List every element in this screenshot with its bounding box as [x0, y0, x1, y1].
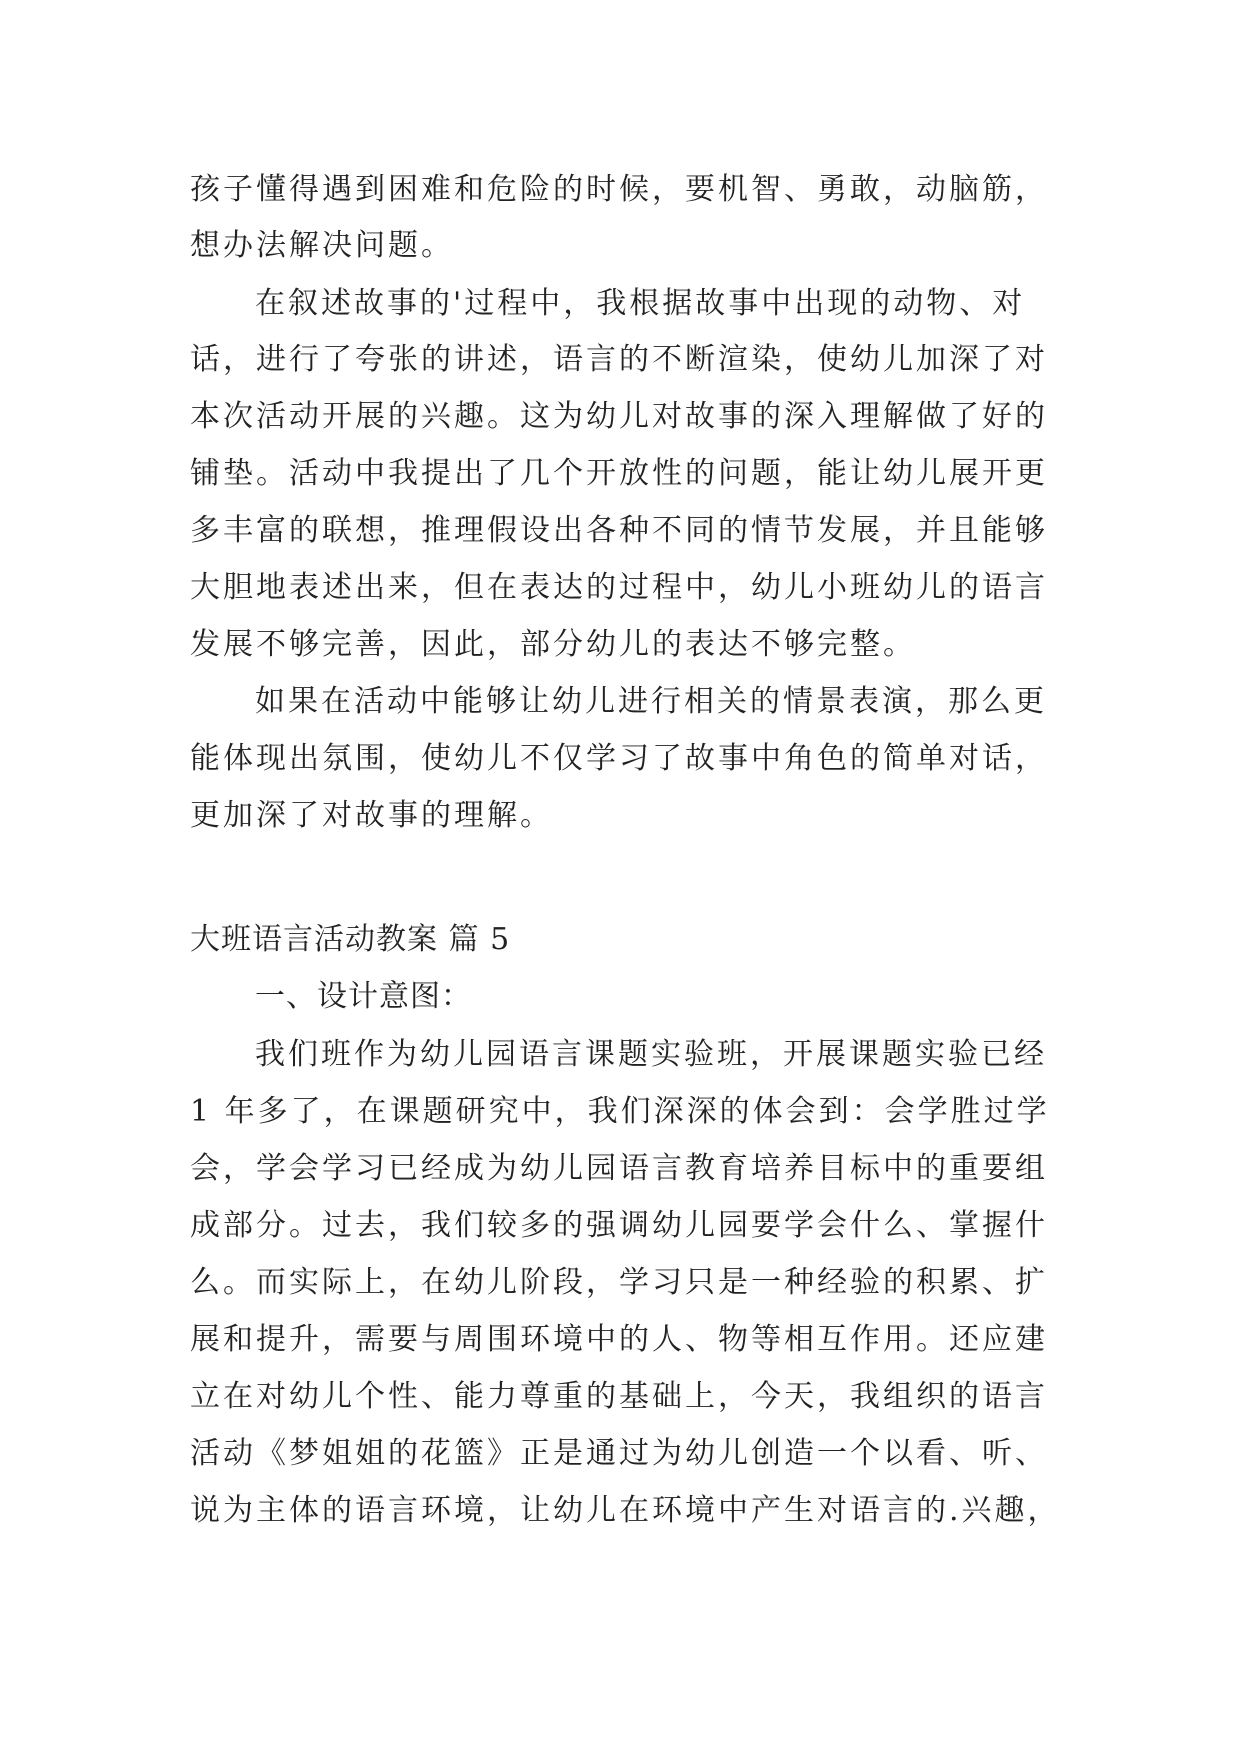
text-line: 话，进行了夸张的讲述，语言的不断渲染，使幼儿加深了对 [190, 342, 1048, 377]
text-line: 能体现出氛围，使幼儿不仅学习了故事中角色的简单对话， [190, 741, 1048, 776]
text-line: 如果在活动中能够让幼儿进行相关的情景表演，那么更 [255, 684, 1047, 719]
text-line: 更加深了对故事的理解。 [190, 798, 553, 833]
text-line: 我们班作为幼儿园语言课题实验班，开展课题实验已经 [255, 1037, 1047, 1072]
text-line: 本次活动开展的兴趣。这为幼儿对故事的深入理解做了好的 [190, 399, 1048, 434]
text-line: 说为主体的语言环境，让幼儿在环境中产生对语言的.兴趣， [190, 1493, 1061, 1528]
text-line: 想办法解决问题。 [190, 228, 454, 263]
section-heading: 大班语言活动教案 篇 5 [190, 922, 511, 957]
text-line: 大胆地表述出来，但在表达的过程中，幼儿小班幼儿的语言 [190, 570, 1048, 605]
text-line: 发展不够完善，因此，部分幼儿的表达不够完整。 [190, 627, 916, 662]
text-line: 在叙述故事的'过程中，我根据故事中出现的动物、对 [255, 286, 1026, 321]
text-line: 铺垫。活动中我提出了几个开放性的问题，能让幼儿展开更 [190, 456, 1048, 491]
text-line: 会，学会学习已经成为幼儿园语言教育培养目标中的重要组 [190, 1151, 1048, 1186]
text-line: 展和提升，需要与周围环境中的人、物等相互作用。还应建 [190, 1322, 1048, 1357]
text-line: 活动《梦姐姐的花篮》正是通过为幼儿创造一个以看、听、 [190, 1436, 1048, 1471]
text-line: 孩子懂得遇到困难和危险的时候，要机智、勇敢，动脑筋， [190, 172, 1048, 207]
text-line: 成部分。过去，我们较多的强调幼儿园要学会什么、掌握什 [190, 1208, 1048, 1243]
text-line: 立在对幼儿个性、能力尊重的基础上，今天，我组织的语言 [190, 1379, 1048, 1414]
text-line: 么。而实际上，在幼儿阶段，学习只是一种经验的积累、扩 [190, 1265, 1048, 1300]
subheading: 一、设计意图： [255, 979, 472, 1014]
text-line: 多丰富的联想，推理假设出各种不同的情节发展，并且能够 [190, 513, 1048, 548]
text-line: 1 年多了，在课题研究中，我们深深的体会到：会学胜过学 [190, 1094, 1050, 1129]
